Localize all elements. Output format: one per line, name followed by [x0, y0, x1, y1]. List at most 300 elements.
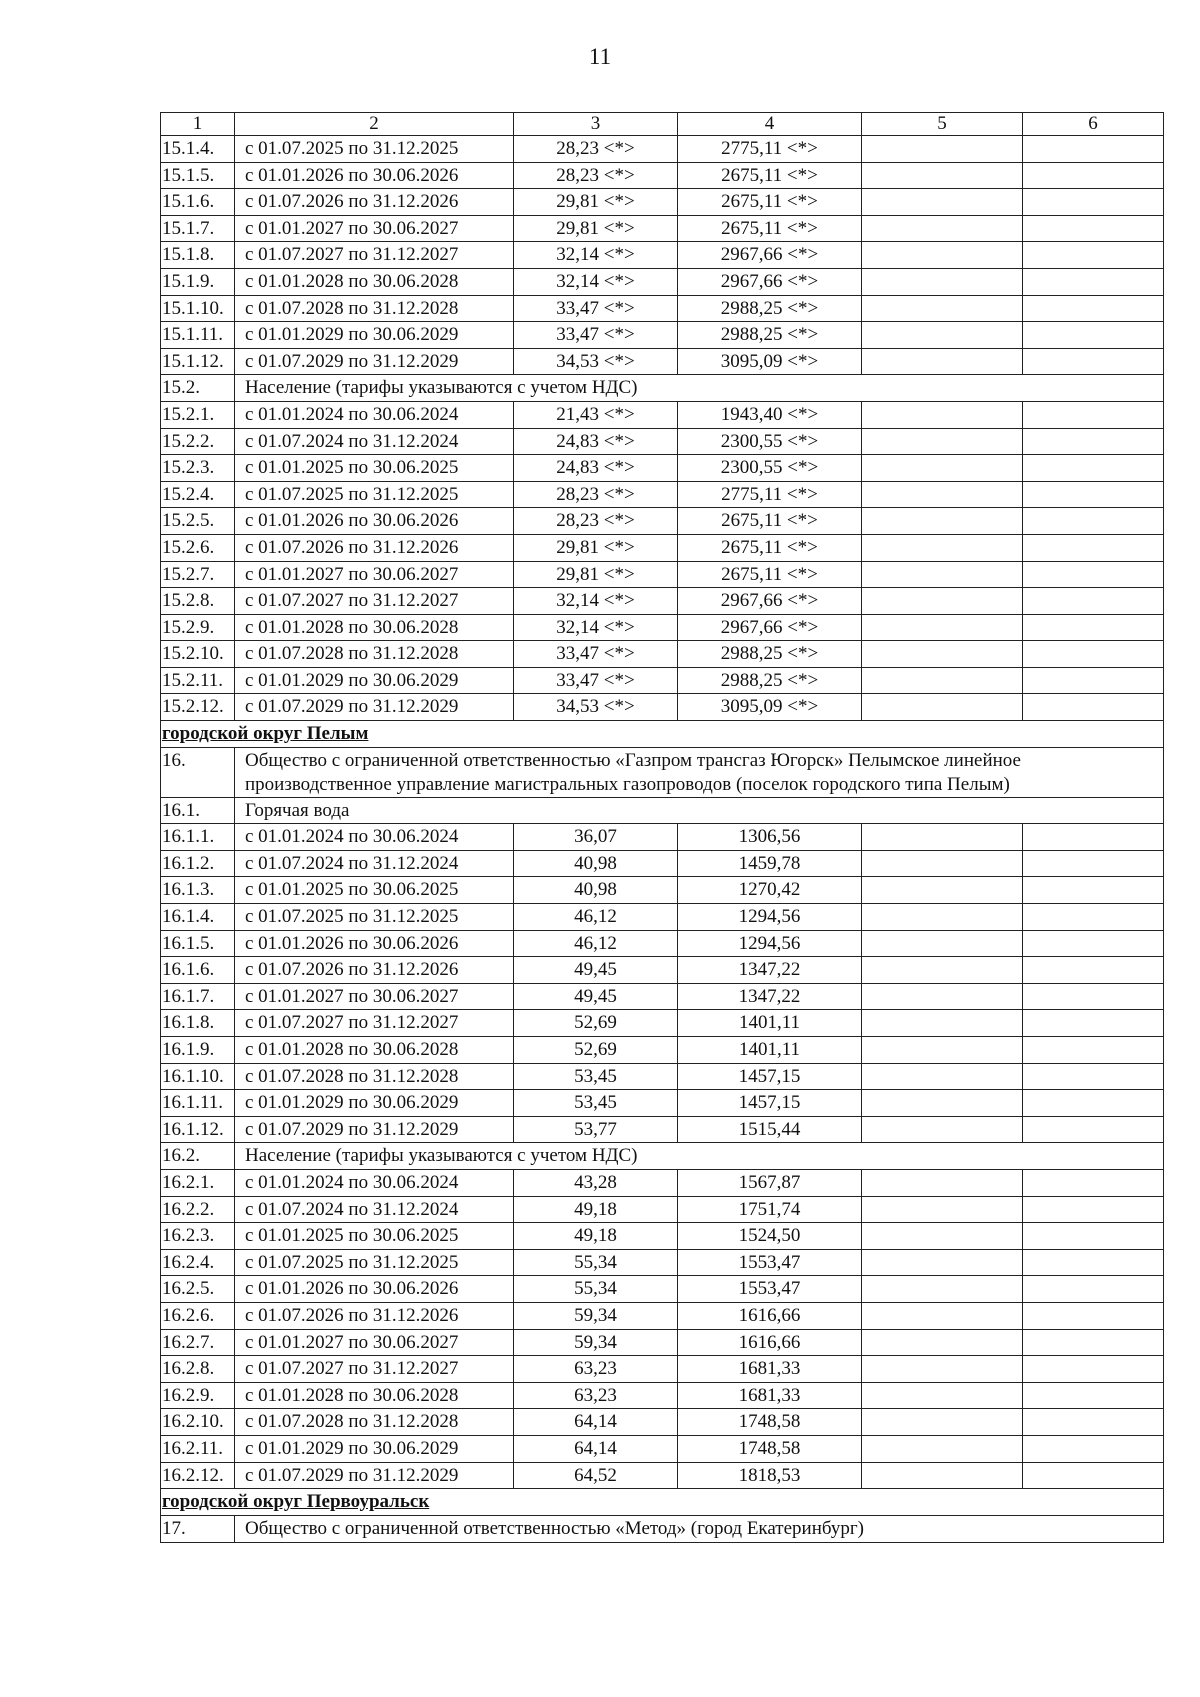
row-number-cell: 16.1.3.	[161, 877, 235, 904]
tariff-value-cell: 3095,09 <*>	[678, 348, 862, 375]
tariff-value-cell: 24,83 <*>	[514, 455, 678, 482]
period-cell: с 01.01.2029 по 30.06.2029	[235, 1435, 514, 1462]
period-cell: с 01.07.2029 по 31.12.2029	[235, 1116, 514, 1143]
empty-cell	[1023, 1462, 1164, 1489]
empty-cell	[862, 877, 1023, 904]
period-cell: с 01.01.2028 по 30.06.2028	[235, 268, 514, 295]
empty-cell	[1023, 1223, 1164, 1250]
empty-cell	[862, 1116, 1023, 1143]
period-cell: с 01.01.2028 по 30.06.2028	[235, 614, 514, 641]
tariff-value-cell: 1515,44	[678, 1116, 862, 1143]
tariff-value-cell: 2967,66 <*>	[678, 614, 862, 641]
section-row	[161, 1143, 1164, 1170]
tariff-value-cell: 2675,11 <*>	[678, 508, 862, 535]
tariff-value-cell: 32,14 <*>	[514, 588, 678, 615]
period-cell: с 01.01.2026 по 30.06.2026	[235, 930, 514, 957]
section-row	[161, 797, 1164, 824]
empty-cell	[1023, 215, 1164, 242]
empty-cell	[862, 694, 1023, 721]
row-number-cell: 15.1.7.	[161, 215, 235, 242]
table-row	[161, 428, 1164, 455]
empty-cell	[1023, 1063, 1164, 1090]
table-row	[161, 1223, 1164, 1250]
tariff-value-cell: 55,34	[514, 1276, 678, 1303]
empty-cell	[1023, 957, 1164, 984]
column-number-cell: 3	[514, 113, 678, 136]
table-row	[161, 904, 1164, 931]
row-number-cell: 15.1.4.	[161, 136, 235, 163]
row-number-cell: 15.2.4.	[161, 481, 235, 508]
tariff-value-cell: 63,23	[514, 1356, 678, 1383]
period-cell: с 01.01.2027 по 30.06.2027	[235, 215, 514, 242]
table-row	[161, 348, 1164, 375]
tariff-value-cell: 33,47 <*>	[514, 667, 678, 694]
empty-cell	[862, 1063, 1023, 1090]
tariff-value-cell: 53,45	[514, 1063, 678, 1090]
section-title-cell: Население (тарифы указываются с учетом НДС)	[235, 375, 1164, 402]
tariff-value-cell: 34,53 <*>	[514, 694, 678, 721]
empty-cell	[1023, 481, 1164, 508]
tariff-value-cell: 1818,53	[678, 1462, 862, 1489]
tariff-value-cell: 29,81 <*>	[514, 215, 678, 242]
empty-cell	[1023, 614, 1164, 641]
period-cell: с 01.01.2027 по 30.06.2027	[235, 561, 514, 588]
row-number-cell: 15.2.	[161, 375, 235, 402]
row-number-cell: 16.2.9.	[161, 1382, 235, 1409]
row-number-cell: 16.	[161, 747, 235, 797]
row-number-cell: 15.1.6.	[161, 189, 235, 216]
table-row	[161, 1329, 1164, 1356]
organization-name-cell: Общество с ограниченной ответственностью «Метод» (город Екатеринбург)	[235, 1515, 1164, 1543]
period-cell: с 01.01.2024 по 30.06.2024	[235, 401, 514, 428]
empty-cell	[862, 401, 1023, 428]
table-row	[161, 588, 1164, 615]
empty-cell	[862, 322, 1023, 349]
tariff-value-cell: 2675,11 <*>	[678, 189, 862, 216]
table-row	[161, 508, 1164, 535]
tariff-value-cell: 2967,66 <*>	[678, 242, 862, 269]
row-number-cell: 16.1.9.	[161, 1037, 235, 1064]
tariff-value-cell: 1681,33	[678, 1356, 862, 1383]
empty-cell	[862, 1462, 1023, 1489]
empty-cell	[1023, 667, 1164, 694]
empty-cell	[862, 1090, 1023, 1117]
period-cell: с 01.07.2027 по 31.12.2027	[235, 1356, 514, 1383]
table-row	[161, 1090, 1164, 1117]
column-number-cell: 5	[862, 113, 1023, 136]
tariff-value-cell: 3095,09 <*>	[678, 694, 862, 721]
empty-cell	[862, 1329, 1023, 1356]
empty-cell	[862, 667, 1023, 694]
section-title-cell: Горячая вода	[235, 797, 1164, 824]
period-cell: с 01.01.2024 по 30.06.2024	[235, 824, 514, 851]
empty-cell	[1023, 1196, 1164, 1223]
table-row	[161, 455, 1164, 482]
tariff-value-cell: 2675,11 <*>	[678, 162, 862, 189]
empty-cell	[862, 1435, 1023, 1462]
table-row	[161, 983, 1164, 1010]
tariff-value-cell: 32,14 <*>	[514, 242, 678, 269]
district-row	[161, 1489, 1164, 1516]
period-cell: с 01.01.2026 по 30.06.2026	[235, 162, 514, 189]
tariff-value-cell: 55,34	[514, 1249, 678, 1276]
tariff-value-cell: 24,83 <*>	[514, 428, 678, 455]
tariff-value-cell: 34,53 <*>	[514, 348, 678, 375]
row-number-cell: 15.1.8.	[161, 242, 235, 269]
empty-cell	[1023, 1169, 1164, 1196]
table-row	[161, 1196, 1164, 1223]
tariff-value-cell: 1553,47	[678, 1249, 862, 1276]
table-row	[161, 1435, 1164, 1462]
period-cell: с 01.07.2028 по 31.12.2028	[235, 1063, 514, 1090]
page-number: 11	[588, 44, 612, 69]
period-cell: с 01.07.2025 по 31.12.2025	[235, 136, 514, 163]
empty-cell	[1023, 824, 1164, 851]
empty-cell	[1023, 1116, 1164, 1143]
period-cell: с 01.01.2024 по 30.06.2024	[235, 1169, 514, 1196]
tariff-value-cell: 49,18	[514, 1223, 678, 1250]
tariff-value-cell: 33,47 <*>	[514, 641, 678, 668]
period-cell: с 01.01.2029 по 30.06.2029	[235, 1090, 514, 1117]
empty-cell	[862, 850, 1023, 877]
table-row	[161, 957, 1164, 984]
empty-cell	[1023, 162, 1164, 189]
tariff-value-cell: 32,14 <*>	[514, 614, 678, 641]
table-row	[161, 322, 1164, 349]
column-number-cell: 2	[235, 113, 514, 136]
period-cell: с 01.07.2027 по 31.12.2027	[235, 1010, 514, 1037]
row-number-cell: 15.2.7.	[161, 561, 235, 588]
tariff-value-cell: 1401,11	[678, 1010, 862, 1037]
table-row	[161, 667, 1164, 694]
row-number-cell: 15.1.12.	[161, 348, 235, 375]
row-number-cell: 15.2.10.	[161, 641, 235, 668]
organization-row	[161, 1515, 1164, 1543]
table-row	[161, 1302, 1164, 1329]
tariff-value-cell: 2675,11 <*>	[678, 215, 862, 242]
row-number-cell: 15.1.5.	[161, 162, 235, 189]
empty-cell	[1023, 983, 1164, 1010]
tariff-value-cell: 43,28	[514, 1169, 678, 1196]
table-row	[161, 268, 1164, 295]
tariff-value-cell: 28,23 <*>	[514, 508, 678, 535]
tariff-value-cell: 63,23	[514, 1382, 678, 1409]
tariff-value-cell: 1616,66	[678, 1302, 862, 1329]
empty-cell	[1023, 1382, 1164, 1409]
row-number-cell: 16.2.7.	[161, 1329, 235, 1356]
empty-cell	[1023, 1409, 1164, 1436]
tariff-value-cell: 2775,11 <*>	[678, 481, 862, 508]
empty-cell	[862, 824, 1023, 851]
empty-cell	[1023, 428, 1164, 455]
tariff-value-cell: 2988,25 <*>	[678, 322, 862, 349]
empty-cell	[862, 561, 1023, 588]
tariff-value-cell: 29,81 <*>	[514, 561, 678, 588]
tariff-value-cell: 2988,25 <*>	[678, 295, 862, 322]
table-row	[161, 534, 1164, 561]
empty-cell	[862, 1276, 1023, 1303]
tariff-value-cell: 53,77	[514, 1116, 678, 1143]
tariff-value-cell: 59,34	[514, 1302, 678, 1329]
tariff-value-cell: 53,45	[514, 1090, 678, 1117]
empty-cell	[862, 189, 1023, 216]
empty-cell	[862, 983, 1023, 1010]
row-number-cell: 16.1.6.	[161, 957, 235, 984]
empty-cell	[862, 614, 1023, 641]
period-cell: с 01.07.2024 по 31.12.2024	[235, 850, 514, 877]
tariff-value-cell: 1748,58	[678, 1435, 862, 1462]
section-title-cell: Население (тарифы указываются с учетом НДС)	[235, 1143, 1164, 1170]
tariff-value-cell: 32,14 <*>	[514, 268, 678, 295]
period-cell: с 01.07.2026 по 31.12.2026	[235, 534, 514, 561]
empty-cell	[1023, 295, 1164, 322]
empty-cell	[862, 930, 1023, 957]
period-cell: с 01.07.2027 по 31.12.2027	[235, 588, 514, 615]
empty-cell	[1023, 268, 1164, 295]
period-cell: с 01.07.2026 по 31.12.2026	[235, 1302, 514, 1329]
empty-cell	[1023, 242, 1164, 269]
empty-cell	[862, 1169, 1023, 1196]
period-cell: с 01.01.2027 по 30.06.2027	[235, 983, 514, 1010]
tariff-value-cell: 2300,55 <*>	[678, 455, 862, 482]
organization-name-cell: Общество с ограниченной ответственностью «Газпром трансгаз Югорск» Пелымское линейное производственное управление магистральных газопроводов (поселок городского типа Пелым)	[235, 747, 1164, 797]
tariff-value-cell: 36,07	[514, 824, 678, 851]
row-number-cell: 16.2.8.	[161, 1356, 235, 1383]
table-row	[161, 295, 1164, 322]
period-cell: с 01.01.2028 по 30.06.2028	[235, 1037, 514, 1064]
table-row	[161, 242, 1164, 269]
tariff-value-cell: 40,98	[514, 877, 678, 904]
section-row	[161, 375, 1164, 402]
column-number-cell: 1	[161, 113, 235, 136]
row-number-cell: 15.2.12.	[161, 694, 235, 721]
table-row	[161, 1063, 1164, 1090]
table-row	[161, 694, 1164, 721]
tariff-value-cell: 1294,56	[678, 904, 862, 931]
empty-cell	[862, 1037, 1023, 1064]
tariff-value-cell: 46,12	[514, 904, 678, 931]
empty-cell	[862, 348, 1023, 375]
empty-cell	[1023, 1356, 1164, 1383]
tariff-value-cell: 1681,33	[678, 1382, 862, 1409]
table-row	[161, 481, 1164, 508]
table-row	[161, 189, 1164, 216]
table-row	[161, 561, 1164, 588]
empty-cell	[1023, 189, 1164, 216]
period-cell: с 01.07.2026 по 31.12.2026	[235, 189, 514, 216]
period-cell: с 01.07.2024 по 31.12.2024	[235, 1196, 514, 1223]
row-number-cell: 15.2.8.	[161, 588, 235, 615]
period-cell: с 01.07.2029 по 31.12.2029	[235, 1462, 514, 1489]
tariff-table	[160, 112, 1164, 1543]
empty-cell	[1023, 877, 1164, 904]
empty-cell	[862, 1223, 1023, 1250]
tariff-value-cell: 1457,15	[678, 1063, 862, 1090]
period-cell: с 01.07.2028 по 31.12.2028	[235, 641, 514, 668]
empty-cell	[1023, 534, 1164, 561]
period-cell: с 01.01.2028 по 30.06.2028	[235, 1382, 514, 1409]
empty-cell	[862, 508, 1023, 535]
empty-cell	[1023, 401, 1164, 428]
table-row	[161, 162, 1164, 189]
tariff-value-cell: 1616,66	[678, 1329, 862, 1356]
period-cell: с 01.07.2025 по 31.12.2025	[235, 904, 514, 931]
column-number-row	[161, 113, 1164, 136]
table-row	[161, 1276, 1164, 1303]
row-number-cell: 16.2.3.	[161, 1223, 235, 1250]
tariff-value-cell: 2300,55 <*>	[678, 428, 862, 455]
empty-cell	[862, 242, 1023, 269]
empty-cell	[862, 1302, 1023, 1329]
row-number-cell: 16.1.11.	[161, 1090, 235, 1117]
row-number-cell: 16.2.1.	[161, 1169, 235, 1196]
tariff-value-cell: 2988,25 <*>	[678, 641, 862, 668]
empty-cell	[1023, 641, 1164, 668]
tariff-value-cell: 33,47 <*>	[514, 295, 678, 322]
tariff-value-cell: 1553,47	[678, 1276, 862, 1303]
tariff-value-cell: 49,45	[514, 983, 678, 1010]
table-row	[161, 930, 1164, 957]
tariff-value-cell: 1347,22	[678, 957, 862, 984]
empty-cell	[862, 481, 1023, 508]
empty-cell	[1023, 1249, 1164, 1276]
table-row	[161, 877, 1164, 904]
empty-cell	[1023, 455, 1164, 482]
period-cell: с 01.01.2025 по 30.06.2025	[235, 877, 514, 904]
tariff-value-cell: 49,45	[514, 957, 678, 984]
row-number-cell: 16.2.12.	[161, 1462, 235, 1489]
empty-cell	[862, 295, 1023, 322]
empty-cell	[1023, 904, 1164, 931]
table-row	[161, 136, 1164, 163]
tariff-value-cell: 29,81 <*>	[514, 189, 678, 216]
period-cell: с 01.07.2025 по 31.12.2025	[235, 1249, 514, 1276]
tariff-value-cell: 2967,66 <*>	[678, 588, 862, 615]
row-number-cell: 16.1.5.	[161, 930, 235, 957]
district-row	[161, 721, 1164, 748]
row-number-cell: 16.1.7.	[161, 983, 235, 1010]
empty-cell	[1023, 1435, 1164, 1462]
row-number-cell: 16.2.2.	[161, 1196, 235, 1223]
tariff-value-cell: 2775,11 <*>	[678, 136, 862, 163]
row-number-cell: 16.2.	[161, 1143, 235, 1170]
empty-cell	[1023, 322, 1164, 349]
empty-cell	[862, 215, 1023, 242]
table-row	[161, 215, 1164, 242]
empty-cell	[1023, 348, 1164, 375]
empty-cell	[1023, 1090, 1164, 1117]
period-cell: с 01.01.2026 по 30.06.2026	[235, 1276, 514, 1303]
tariff-value-cell: 28,23 <*>	[514, 481, 678, 508]
period-cell: с 01.07.2029 по 31.12.2029	[235, 348, 514, 375]
tariff-value-cell: 21,43 <*>	[514, 401, 678, 428]
row-number-cell: 15.2.2.	[161, 428, 235, 455]
tariff-value-cell: 1401,11	[678, 1037, 862, 1064]
tariff-value-cell: 52,69	[514, 1010, 678, 1037]
tariff-value-cell: 1270,42	[678, 877, 862, 904]
period-cell: с 01.01.2029 по 30.06.2029	[235, 667, 514, 694]
tariff-value-cell: 29,81 <*>	[514, 534, 678, 561]
row-number-cell: 15.2.11.	[161, 667, 235, 694]
district-title-cell: городской округ Первоуральск	[161, 1489, 1164, 1516]
empty-cell	[862, 268, 1023, 295]
row-number-cell: 16.1.10.	[161, 1063, 235, 1090]
row-number-cell: 15.1.10.	[161, 295, 235, 322]
tariff-value-cell: 64,52	[514, 1462, 678, 1489]
empty-cell	[1023, 136, 1164, 163]
table-row	[161, 401, 1164, 428]
row-number-cell: 16.2.6.	[161, 1302, 235, 1329]
empty-cell	[1023, 561, 1164, 588]
empty-cell	[862, 1409, 1023, 1436]
row-number-cell: 17.	[161, 1515, 235, 1543]
period-cell: с 01.01.2029 по 30.06.2029	[235, 322, 514, 349]
row-number-cell: 16.2.10.	[161, 1409, 235, 1436]
row-number-cell: 16.2.5.	[161, 1276, 235, 1303]
tariff-value-cell: 1751,74	[678, 1196, 862, 1223]
row-number-cell: 16.2.11.	[161, 1435, 235, 1462]
empty-cell	[862, 904, 1023, 931]
empty-cell	[862, 162, 1023, 189]
tariff-value-cell: 1347,22	[678, 983, 862, 1010]
tariff-value-cell: 28,23 <*>	[514, 162, 678, 189]
empty-cell	[1023, 850, 1164, 877]
empty-cell	[862, 428, 1023, 455]
tariff-value-cell: 2988,25 <*>	[678, 667, 862, 694]
table-row	[161, 641, 1164, 668]
tariff-value-cell: 52,69	[514, 1037, 678, 1064]
empty-cell	[862, 957, 1023, 984]
row-number-cell: 16.1.1.	[161, 824, 235, 851]
row-number-cell: 15.1.11.	[161, 322, 235, 349]
tariff-table-body	[161, 113, 1164, 1543]
table-row	[161, 1010, 1164, 1037]
empty-cell	[1023, 508, 1164, 535]
empty-cell	[862, 1382, 1023, 1409]
district-title-cell: городской округ Пелым	[161, 721, 1164, 748]
empty-cell	[862, 1356, 1023, 1383]
table-row	[161, 614, 1164, 641]
tariff-value-cell: 40,98	[514, 850, 678, 877]
tariff-value-cell: 1943,40 <*>	[678, 401, 862, 428]
row-number-cell: 15.2.1.	[161, 401, 235, 428]
period-cell: с 01.01.2027 по 30.06.2027	[235, 1329, 514, 1356]
row-number-cell: 15.2.5.	[161, 508, 235, 535]
row-number-cell: 15.2.9.	[161, 614, 235, 641]
table-row	[161, 824, 1164, 851]
row-number-cell: 16.1.4.	[161, 904, 235, 931]
empty-cell	[862, 641, 1023, 668]
tariff-value-cell: 1459,78	[678, 850, 862, 877]
period-cell: с 01.07.2028 по 31.12.2028	[235, 1409, 514, 1436]
empty-cell	[1023, 694, 1164, 721]
tariff-value-cell: 59,34	[514, 1329, 678, 1356]
empty-cell	[862, 1010, 1023, 1037]
period-cell: с 01.07.2028 по 31.12.2028	[235, 295, 514, 322]
empty-cell	[1023, 588, 1164, 615]
table-row	[161, 850, 1164, 877]
empty-cell	[862, 136, 1023, 163]
column-number-cell: 6	[1023, 113, 1164, 136]
empty-cell	[862, 588, 1023, 615]
period-cell: с 01.07.2029 по 31.12.2029	[235, 694, 514, 721]
table-row	[161, 1169, 1164, 1196]
period-cell: с 01.01.2025 по 30.06.2025	[235, 455, 514, 482]
period-cell: с 01.01.2026 по 30.06.2026	[235, 508, 514, 535]
tariff-value-cell: 2675,11 <*>	[678, 534, 862, 561]
row-number-cell: 16.2.4.	[161, 1249, 235, 1276]
table-row	[161, 1462, 1164, 1489]
